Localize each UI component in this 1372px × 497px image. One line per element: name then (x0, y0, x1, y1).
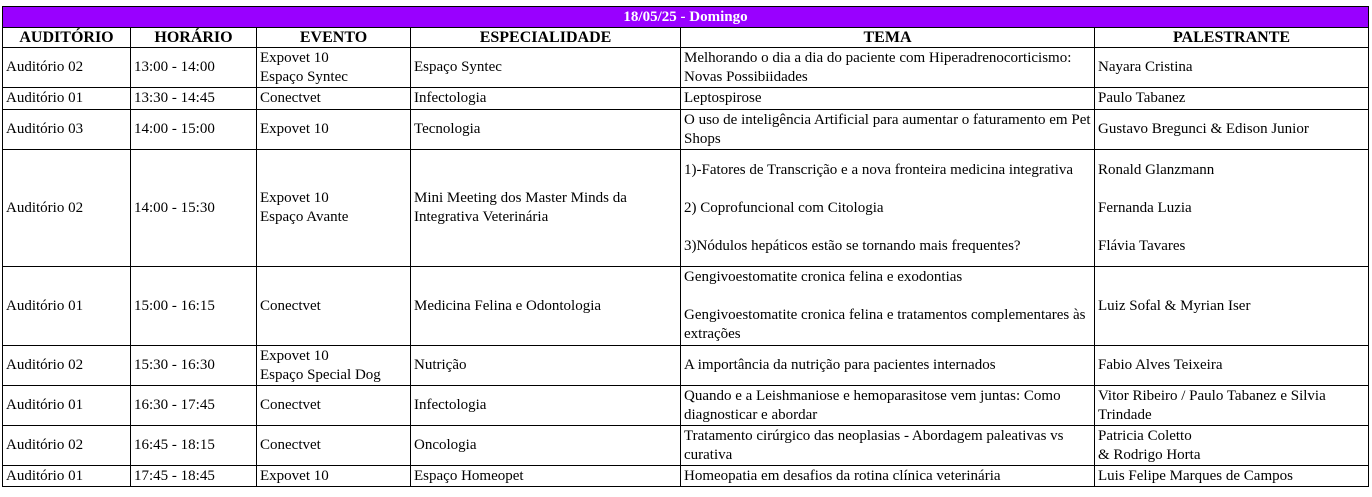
header-auditorio: AUDITÓRIO (3, 28, 131, 48)
cell-especialidade: Oncologia (411, 426, 681, 466)
header-row (3, 28, 1369, 48)
cell-tema: O uso de inteligência Artificial para aumentar o faturamento em Pet Shops (681, 110, 1095, 150)
cell-palestrante: Ronald Glanzmann Fernanda Luzia Flávia Tavares (1095, 150, 1369, 267)
cell-auditorio: Auditório 02 (3, 150, 131, 267)
cell-evento: Conectvet (257, 267, 411, 346)
table-row (3, 88, 1369, 110)
cell-palestrante: Vitor Ribeiro / Paulo Tabanez e Silvia Trindade (1095, 386, 1369, 426)
table-row (3, 110, 1369, 150)
cell-horario: 13:30 - 14:45 (131, 88, 257, 110)
cell-evento: Expovet 10 Espaço Special Dog (257, 346, 411, 386)
cell-evento: Conectvet (257, 426, 411, 466)
date-banner: 18/05/25 - Domingo (3, 7, 1369, 28)
schedule-table (2, 6, 1369, 487)
cell-horario: 15:30 - 16:30 (131, 346, 257, 386)
cell-especialidade: Medicina Felina e Odontologia (411, 267, 681, 346)
cell-horario: 14:00 - 15:30 (131, 150, 257, 267)
cell-horario: 17:45 - 18:45 (131, 466, 257, 487)
cell-auditorio: Auditório 01 (3, 88, 131, 110)
cell-palestrante: Luis Felipe Marques de Campos (1095, 466, 1369, 487)
header-tema: TEMA (681, 28, 1095, 48)
table-row (3, 267, 1369, 346)
cell-evento: Conectvet (257, 88, 411, 110)
cell-especialidade: Infectologia (411, 386, 681, 426)
cell-especialidade: Tecnologia (411, 110, 681, 150)
cell-auditorio: Auditório 02 (3, 48, 131, 88)
cell-auditorio: Auditório 01 (3, 267, 131, 346)
cell-palestrante: Fabio Alves Teixeira (1095, 346, 1369, 386)
cell-evento: Conectvet (257, 386, 411, 426)
cell-palestrante: Patricia Coletto & Rodrigo Horta (1095, 426, 1369, 466)
cell-palestrante: Paulo Tabanez (1095, 88, 1369, 110)
cell-auditorio: Auditório 02 (3, 346, 131, 386)
cell-palestrante: Nayara Cristina (1095, 48, 1369, 88)
cell-especialidade: Infectologia (411, 88, 681, 110)
cell-tema: 1)-Fatores de Transcrição e a nova fronteira medicina integrativa 2) Coprofuncional com Citologia 3)Nódulos hepáticos estão se tornando mais frequentes? (681, 150, 1095, 267)
table-row (3, 466, 1369, 487)
cell-tema: Melhorando o dia a dia do paciente com Hiperadrenocorticismo: Novas Possibiidades (681, 48, 1095, 88)
table-row (3, 426, 1369, 466)
cell-tema: A importância da nutrição para pacientes internados (681, 346, 1095, 386)
cell-tema: Gengivoestomatite cronica felina e exodontias Gengivoestomatite cronica felina e tratamentos complementares às extrações (681, 267, 1095, 346)
cell-palestrante: Gustavo Bregunci & Edison Junior (1095, 110, 1369, 150)
cell-evento: Expovet 10 (257, 110, 411, 150)
cell-especialidade: Nutrição (411, 346, 681, 386)
cell-especialidade: Mini Meeting dos Master Minds da Integrativa Veterinária (411, 150, 681, 267)
table-row (3, 386, 1369, 426)
cell-auditorio: Auditório 03 (3, 110, 131, 150)
cell-evento: Expovet 10 (257, 466, 411, 487)
cell-especialidade: Espaço Syntec (411, 48, 681, 88)
cell-evento: Expovet 10 Espaço Syntec (257, 48, 411, 88)
cell-horario: 14:00 - 15:00 (131, 110, 257, 150)
cell-palestrante: Luiz Sofal & Myrian Iser (1095, 267, 1369, 346)
cell-auditorio: Auditório 02 (3, 426, 131, 466)
cell-horario: 16:45 - 18:15 (131, 426, 257, 466)
cell-tema: Quando e a Leishmaniose e hemoparasitose vem juntas: Como diagnosticar e abordar (681, 386, 1095, 426)
cell-horario: 13:00 - 14:00 (131, 48, 257, 88)
cell-auditorio: Auditório 01 (3, 386, 131, 426)
cell-especialidade: Espaço Homeopet (411, 466, 681, 487)
table-row (3, 48, 1369, 88)
cell-tema: Homeopatia em desafios da rotina clínica veterinária (681, 466, 1095, 487)
header-especialidade: ESPECIALIDADE (411, 28, 681, 48)
cell-auditorio: Auditório 01 (3, 466, 131, 487)
table-row (3, 346, 1369, 386)
cell-tema: Tratamento cirúrgico das neoplasias - Abordagem paleativas vs curativa (681, 426, 1095, 466)
cell-evento: Expovet 10 Espaço Avante (257, 150, 411, 267)
cell-horario: 15:00 - 16:15 (131, 267, 257, 346)
header-horario: HORÁRIO (131, 28, 257, 48)
header-evento: EVENTO (257, 28, 411, 48)
date-banner-row (3, 7, 1369, 28)
cell-horario: 16:30 - 17:45 (131, 386, 257, 426)
table-row (3, 150, 1369, 267)
cell-tema: Leptospirose (681, 88, 1095, 110)
header-palestrante: PALESTRANTE (1095, 28, 1369, 48)
